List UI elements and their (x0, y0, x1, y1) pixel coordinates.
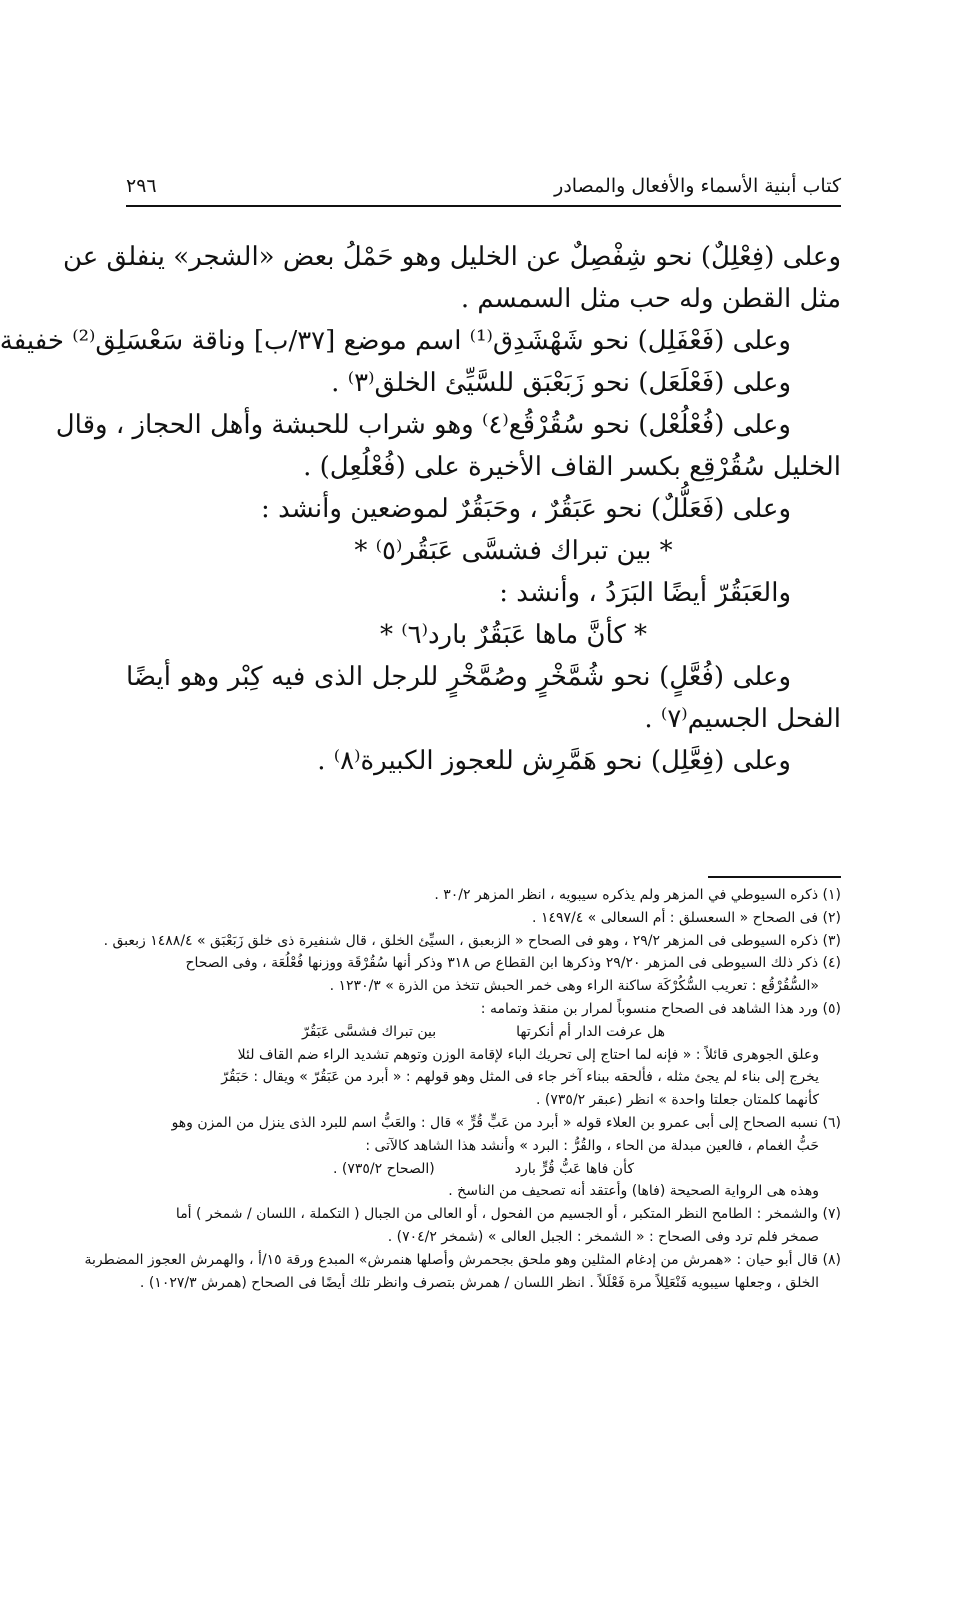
page-header (126, 166, 841, 206)
verse-hemistich: هل عرفت الدار أم أنكرتها (516, 1023, 666, 1040)
footnote-line: (٧) والشمخر : الطامح النظر المتكبر ، أو الجسيم من الفحول ، أو العالى من الجبال ( التكملة ، اللسان / شمخر ) أما (175, 1206, 841, 1223)
footnote-line: صمخر فلم ترد وفى الصحاح : « الشمخر : الجبل العالى » (شمخر ٧٠٤/٢) . (387, 1228, 819, 1245)
footnote-line: (٤) ذكر ذلك السيوطى فى المزهر ٢٩/٢٠ وذكرها ابن القطاع ص ٣١٨ وذكر أنها سُقُرْقَة ووزنها فُعْلُعَة ، وفى الصحاح (185, 955, 841, 972)
footnote-line: (٦) نسبه الصحاح إلى أبى عمرو بن العلاء قوله « أبرد من عَبٍّ قُرٍّ » قال : والعَبُّ اسم للبرد الذى ينزل من المزن وهو (171, 1114, 841, 1131)
running-title: كتاب أبنية الأسماء والأفعال والمصادر (554, 175, 841, 197)
verse-line: * كأنَّ ماها عَبَقُرٌ بارد⁽٦⁾ * (379, 620, 648, 650)
text-line: وعلى (فِعْلِلٌ) نحو شِفْصِلٌ عن الخليل وهو حَمْلُ بعض «الشجر» ينفلق عن (62, 242, 841, 272)
text-line: الفحل الجسيم⁽٧⁾ . (644, 704, 841, 734)
footnote-line: (٣) ذكره السيوطى فى المزهر ٢٩/٢ ، وهو فى الصحاح « الزبعبق ، السيِّئ الخلق ، قال شنفيرة ذى خلق زَبَعْبَق » ١٤٨٨/٤ زبعبق . (103, 932, 841, 949)
header-rule (126, 205, 841, 207)
footnote-line: يخرج إلى بناء لم يجئ مثله ، فألحقه ببناء آخر جاء فى المثل وهو قولهم : « أبرد من عَبَقُرّ » ويقال : حَبَقُرّ (221, 1069, 819, 1086)
footnote-verse (126, 1158, 841, 1181)
footnote-line: حَبُّ الغمام ، فالعين مبدلة من الحاء ، والقُرُّ : البرد » وأنشد هذا الشاهد كالآتى : (365, 1137, 819, 1154)
text-line: مثل القطن وله حب مثل السمسم . (460, 284, 841, 314)
text-line: والعَبَقُرّ أيضًا البَرَدُ ، وأنشد : (499, 578, 791, 608)
page-number: ٢٩٦ (126, 175, 157, 197)
footnote-line: (٢) فى الصحاح « السعسلق : أم السعالى » ١٤٩٧/٤ . (532, 909, 841, 926)
footnote-line: وهذه هى الرواية الصحيحة (فاها) وأعتقد أنه تصحيف من الناسخ . (448, 1183, 819, 1200)
text-line: وعلى (فُعَّلٍ) نحو شُمَّخْرٍ وصُمَّخْرٍ للرجل الذى فيه كِبْر وهو أيضًا (126, 662, 791, 692)
text-line: وعلى (فَعْلَعَل) نحو زَبَعْبَق للسَّيِّئ الخلق⁽٣⁾ . (331, 368, 791, 398)
main-text (0, 236, 841, 782)
verse-source: (الصحاح ٧٣٥/٢) . (332, 1160, 435, 1177)
footnote-line: (٥) ورد هذا الشاهد فى الصحاح منسوباً لمرار بن منقذ وتمامه : (480, 1000, 841, 1017)
footnote-line: الخلق ، وجعلها سيبويه فَنْعَلِلاً مرة فَعْلَلاً . انظر اللسان / همرش بتصرف وانظر تلك أيضًا فى الصحاح (همرش ١٠٢٧/٣) . (139, 1274, 819, 1291)
text-line: وعلى (فِعَّلِل) نحو هَمَّرِش للعجوز الكبيرة⁽٨⁾ . (317, 746, 791, 776)
footnote-rule (708, 876, 841, 878)
verse-hemistich: كأن فاها عَبُّ قُرٍّ بارد (514, 1160, 635, 1177)
text-line: وعلى (فَعْفَلِل) نحو شَهْشَدِق⁽¹⁾ اسم موضع [٣٧/ب] وناقة سَعْسَلِق⁽²⁾ خفيفة (0, 326, 791, 356)
footnotes (84, 884, 841, 1294)
footnote-verse (126, 1021, 841, 1044)
text-line: الخليل سُقُرْقِع بكسر القاف الأخيرة على (فُعْلُعِل) . (303, 452, 841, 482)
footnote-line: كأنهما كلمتان جعلتا واحدة » انظر (عبقر ٧٣٥/٢) . (535, 1092, 819, 1109)
text-line: وعلى (فَعَلُّلٌ) نحو عَبَقُرٌ ، وحَبَقُرٌ لموضعين وأنشد : (261, 494, 791, 524)
footnote-line: وعلق الجوهرى قائلاً : « فإنه لما احتاج إلى تحريك الباء لإقامة الوزن وتوهم تشديد الراء ضم القاف لئلا (237, 1046, 819, 1063)
footnote-line: «السُّقُرْقُع : تعريب السُّكُرْكَة ساكنة الراء وهى خمر الحبش تتخذ من الذرة » ١٢٣٠/٣ . (329, 978, 819, 995)
text-line: وعلى (فُعْلُعْل) نحو سُقُرْقُع⁽٤⁾ وهو شراب للحبشة وأهل الحجاز ، وقال (55, 410, 791, 440)
footnote-line: (١) ذكره السيوطي في المزهر ولم يذكره سيبويه ، انظر المزهر ٣٠/٢ . (434, 887, 841, 903)
verse-line: * بين تبراك فشسَّى عَبَقُر⁽٥⁾ * (354, 536, 673, 566)
verse-hemistich: بين تبراك فشسَّى عَبَقُرّ (302, 1023, 437, 1040)
footnote-line: (٨) قال أبو حيان : «همرش من إدغام المثلين وهو ملحق بجحمرش وأصلها هنمرش» المبدع ورقة ١٥/أ ، والهمرش العجوز المضطربة (84, 1251, 841, 1268)
